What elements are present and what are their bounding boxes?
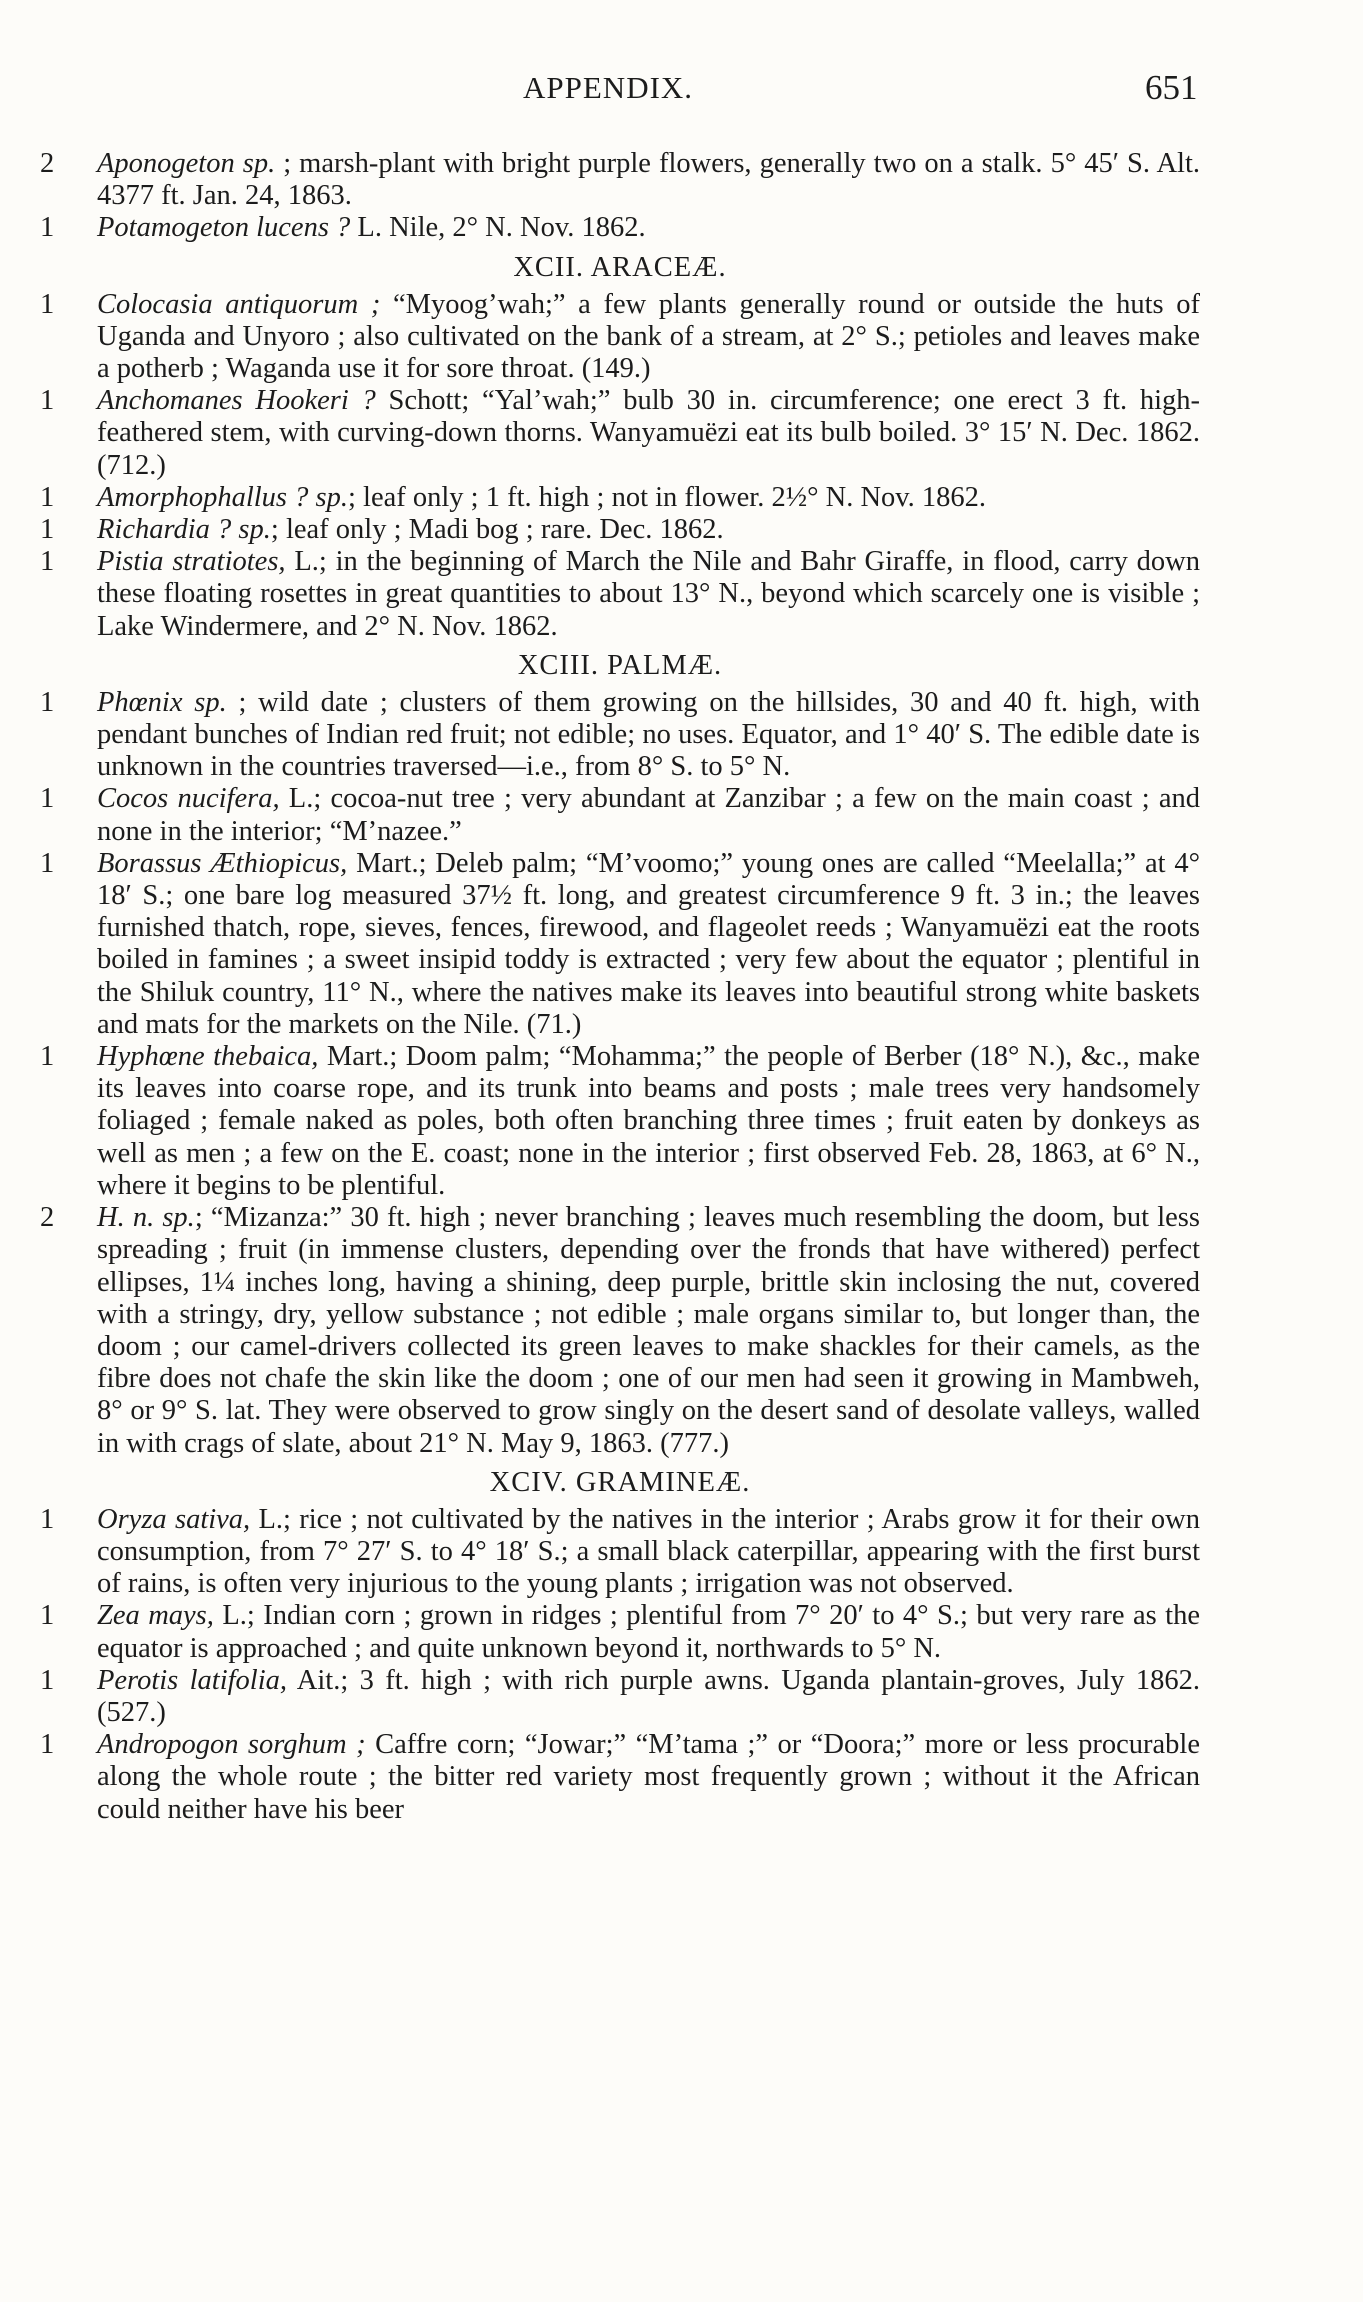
species-name: Aponogeton sp. bbox=[97, 148, 276, 179]
species-name: Potamogeton lucens ? bbox=[97, 212, 351, 244]
entry-text: “Myoog’wah;” a few plants generally round or outside the huts of Uganda and Unyoro ; also cultivated on the bank of a stream, at 2° S.; petioles and leaves make a potherb ; Waganda use it for sore throat. (149.) bbox=[97, 288, 1200, 385]
species-name: Perotis latifolia, bbox=[97, 1664, 288, 1696]
plant-entry bbox=[40, 148, 1200, 212]
plant-entry bbox=[40, 482, 1200, 514]
entry-text: ; leaf only ; Madi bog ; rare. Dec. 1862. bbox=[270, 514, 724, 546]
species-name: Pistia stratiotes, bbox=[97, 546, 286, 578]
plant-entry bbox=[40, 546, 1200, 643]
specimen-count: 1 bbox=[40, 783, 55, 815]
entry-text: Mart.; Deleb palm; “M’voomo;” young ones are called “Meelalla;” at 4° 18′ S.; one bare log measured 37½ ft. long, and greatest circumference 9 ft. 3 in.; the leaves furnished thatch, rope, sieves, fences, firewood, and flageolet reeds ; Wanyamuëzi eat the roots boiled in famines ; a sweet insipid toddy is extracted ; very few about the equator ; plentiful in the Shiluk country, 11° N., where the natives make its leaves into beautiful strong white baskets and mats for the markets on the Nile. (71.) bbox=[97, 847, 1200, 1040]
species-name: Borassus Æthiopicus, bbox=[97, 847, 348, 879]
plant-entry bbox=[40, 783, 1200, 847]
species-name: Amorphophallus ? sp. bbox=[97, 481, 348, 513]
species-name: Andropogon sorghum ; bbox=[97, 1729, 366, 1761]
entry-text: Schott; “Yal’wah;” bulb 30 in. circumference; one erect 3 ft. high-feathered stem, with curving-down thorns. Wanyamuëzi eat its bulb boiled. 3° 15′ N. Dec. 1862. (712.) bbox=[97, 385, 1200, 481]
plant-entry bbox=[40, 212, 1200, 244]
entry-text: Caffre corn; “Jowar;” “M’tama ;” or “Doora;” more or less procurable along the whole route ; the bitter red variety most frequently grown ; without it the African could neither have his beer bbox=[97, 1729, 1201, 1825]
specimen-count: 1 bbox=[40, 288, 55, 320]
entry-text: Mart.; Doom palm; “Mohamma;” the people of Berber (18° N.), &c., make its leaves into coarse rope, and its trunk into beams and posts ; male trees very handsomely foliaged ; female naked as poles, both often branching three times ; fruit eaten by donkeys as well as men ; a few on the E. coast; none in the interior ; first observed Feb. 28, 1863, at 6° N., where it begins to be plentiful. bbox=[97, 1041, 1200, 1201]
specimen-count: 1 bbox=[40, 1041, 55, 1073]
species-name: Colocasia antiquorum ; bbox=[97, 288, 381, 320]
specimen-count: 1 bbox=[40, 481, 55, 513]
plant-entry bbox=[40, 1202, 1200, 1460]
specimen-count: 1 bbox=[40, 385, 55, 417]
plant-entry bbox=[40, 848, 1200, 1041]
plant-entry bbox=[40, 289, 1200, 386]
species-name: H. n. sp. bbox=[97, 1202, 195, 1234]
species-name: Hyphœne thebaica, bbox=[97, 1041, 319, 1073]
entry-text: L.; rice ; not cultivated by the natives in the interior ; Arabs grow it for their own consumption, from 7° 27′ S. to 4° 18′ S.; a small black caterpillar, appearing with the first burst of rains, is often very injurious to the young plants ; irrigation was not observed. bbox=[97, 1503, 1200, 1600]
plant-entry bbox=[40, 1600, 1200, 1664]
entry-text: ; “Mizanza:” 30 ft. high ; never branching ; leaves much resembling the doom, but less spreading ; fruit (in immense clusters, depending over the fronds that have withered) perfect ellipses, 1¼ inches long, having a shining, deep purple, brittle skin inclosing the nut, covered with a stringy, dry, yellow substance ; not edible ; male organs similar to, but longer than, the doom ; our camel-drivers collected its green leaves to make shackles for their camels, as the fibre does not chafe the skin like the doom ; one of our men had seen it growing in Mambweh, 8° or 9° S. lat. They were observed to grow singly on the desert sand of desolate valleys, walled in with crags of slate, about 21° N. May 9, 1863. (777.) bbox=[97, 1202, 1200, 1459]
entry-text: ; wild date ; clusters of them growing on the hillsides, 30 and 40 ft. high, with pendant bunches of Indian red fruit; not edible; no uses. Equator, and 1° 40′ S. The edible date is unknown in the countries traversed—i.e., from 8° S. to 5° N. bbox=[97, 686, 1201, 783]
section-heading-araceae: XCII. ARACEÆ. bbox=[513, 251, 727, 283]
specimen-count: 1 bbox=[40, 212, 55, 244]
page-body bbox=[40, 148, 1200, 1826]
entry-text: L.; cocoa-nut tree ; very abundant at Zanzibar ; a few on the main coast ; and none in the interior; “M’nazee.” bbox=[97, 783, 1200, 847]
entry-text: L.; in the beginning of March the Nile and Bahr Giraffe, in flood, carry down these floating rosettes in great quantities to about 13° N., beyond which scarcely one is visible ; Lake Windermere, and 2° N. Nov. 1862. bbox=[97, 546, 1200, 642]
page-number: 651 bbox=[1145, 68, 1198, 107]
plant-entry bbox=[40, 385, 1200, 482]
specimen-count: 1 bbox=[40, 847, 55, 879]
entry-text: L. Nile, 2° N. Nov. 1862. bbox=[350, 212, 646, 244]
running-title: APPENDIX. bbox=[523, 70, 694, 105]
specimen-count: 1 bbox=[40, 686, 55, 718]
plant-entry bbox=[40, 687, 1200, 784]
section-heading-palmae: XCIII. PALMÆ. bbox=[517, 649, 723, 681]
entry-text: ; leaf only ; 1 ft. high ; not in flower. 2½° N. Nov. 1862. bbox=[347, 481, 987, 513]
species-name: Richardia ? sp. bbox=[97, 514, 271, 546]
species-name: Zea mays, bbox=[97, 1600, 214, 1632]
entry-text: Ait.; 3 ft. high ; with rich purple awns. Uganda plantain-groves, July 1862. (527.) bbox=[97, 1664, 1200, 1728]
specimen-count: 1 bbox=[40, 1729, 55, 1761]
plant-entry bbox=[40, 1504, 1200, 1601]
plant-entry bbox=[40, 514, 1200, 546]
species-name: Cocos nucifera, bbox=[97, 783, 280, 815]
plant-entry bbox=[40, 1665, 1200, 1729]
specimen-count: 1 bbox=[40, 1600, 55, 1632]
species-name: Anchomanes Hookeri ? bbox=[97, 385, 376, 417]
species-name: Phœnix sp. bbox=[97, 686, 227, 718]
specimen-count: 1 bbox=[40, 514, 55, 546]
species-name: Oryza sativa, bbox=[97, 1503, 251, 1535]
plant-entry bbox=[40, 1041, 1200, 1202]
specimen-count: 1 bbox=[40, 1664, 55, 1696]
specimen-count: 1 bbox=[40, 546, 55, 578]
entry-text: L.; Indian corn ; grown in ridges ; plentiful from 7° 20′ to 4° S.; but very rare as the equator is approached ; and quite unknown beyond it, northwards to 5° N. bbox=[97, 1600, 1200, 1664]
entry-text: ; marsh-plant with bright purple flowers, generally two on a stalk. 5° 45′ S. Alt. 4377 ft. Jan. 24, 1863. bbox=[97, 148, 1200, 212]
specimen-count: 1 bbox=[40, 1503, 55, 1535]
section-heading-gramineae: XCIV. GRAMINEÆ. bbox=[489, 1466, 751, 1498]
page-header bbox=[0, 70, 1363, 114]
specimen-count: 2 bbox=[40, 148, 55, 179]
plant-entry bbox=[40, 1729, 1200, 1826]
specimen-count: 2 bbox=[40, 1202, 55, 1234]
